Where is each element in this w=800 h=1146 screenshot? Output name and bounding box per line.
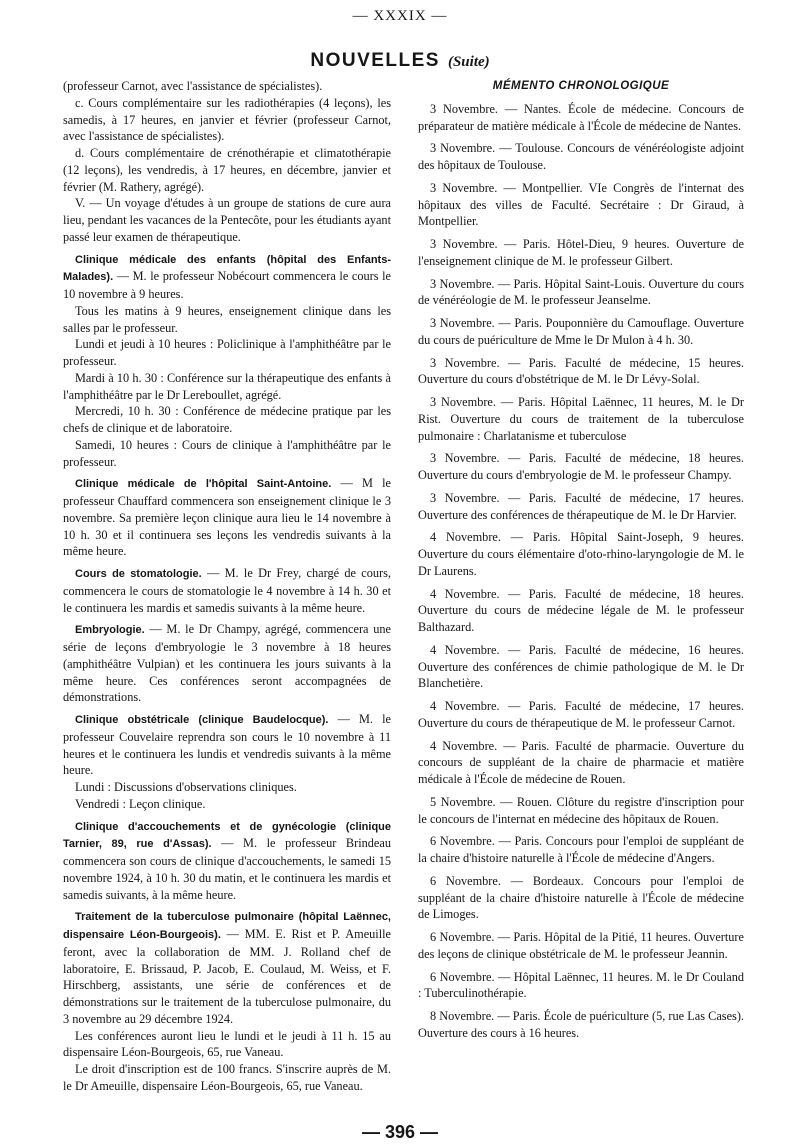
news-item — [63, 908, 391, 1027]
news-heading: Clinique médicale des enfants (hôpital des Enfants-Malades). — [63, 253, 391, 284]
news-item — [63, 251, 391, 303]
paragraph: Tous les matins à 9 heures, enseignement clinique dans les salles par le professeur. — [63, 303, 391, 335]
news-text: — M. le professeur Nobécourt commencera le cours le 10 novembre à 9 heures. — [63, 269, 391, 301]
memento-entry: 4 Novembre. — Paris. Faculté de médecine, 16 heures. Ouverture des conférences de chimie pathologique de M. le Dr Blanchetière. — [418, 642, 744, 691]
memento-entry: 3 Novembre. — Paris. Hôtel-Dieu, 9 heures. Ouverture de l'enseignement clinique de M. le professeur Gilbert. — [418, 237, 744, 268]
section-title: NOUVELLES — [310, 50, 440, 71]
paragraph: Mercredi, 10 h. 30 : Conférence de médecine pratique par les chefs de clinique et de laboratoire. — [63, 404, 391, 435]
news-text: — M le professeur Chauffard commencera son enseignement clinique le 3 novembre. Sa première leçon clinique aura lieu le 14 novembre à 10 h. 30 et il continuera ses leçons les vendredis suivants à la même heure. — [63, 476, 391, 559]
news-heading: Clinique d'accouchements et de gynécologie (clinique Tarnier, 89, rue d'Assas). — [63, 820, 391, 851]
news-heading: Cours de stomatologie. — [75, 568, 202, 580]
news-text: — M. le professeur Brindeau commencera son cours de clinique d'accouchements, le samedi 15 novembre 1924, à 10 h. 30 du matin, et le continuera les mardis et samedis suivants, à la même heure. — [63, 836, 391, 902]
news-item — [63, 621, 391, 706]
news-item — [63, 565, 391, 616]
page-number: — 396 — — [361, 1122, 439, 1142]
news-item — [63, 711, 391, 779]
memento-entry: 3 Novembre. — Paris. Faculté de médecine, 18 heures. Ouverture du cours d'embryologie de M. le professeur Champy. — [418, 451, 744, 482]
news-item — [63, 475, 391, 560]
paragraph: (professeur Carnot, avec l'assistance de spécialistes). — [63, 79, 323, 93]
memento-heading: MÉMENTO CHRONOLOGIQUE — [492, 80, 670, 92]
news-item — [63, 818, 391, 904]
right-column — [418, 78, 744, 1042]
page-folio: — XXXIX — — [352, 8, 448, 24]
memento-list — [418, 101, 744, 1042]
memento-entry: 4 Novembre. — Paris. Faculté de médecine, 18 heures. Ouverture du cours de médecine légale de M. le professeur Balthazard. — [418, 586, 744, 634]
memento-entry: 4 Novembre. — Paris. Hôpital Saint-Joseph, 9 heures. Ouverture du cours élémentaire d'oto-rhino-laryngologie de M. le Dr Laurens. — [418, 530, 744, 578]
memento-entry: 3 Novembre. — Paris. Faculté de médecine, 17 heures. Ouverture des conférences de thérapeutique de M. le Dr Harvier. — [418, 490, 744, 522]
news-text: — MM. E. Rist et P. Ameuille feront, avec la collaboration de MM. J. Rolland chef de laboratoire, E. Brissaud, P. Jacob, E. Coulaud, M. Weiss, et F. Hirschberg, assistants, une série de conférences et de démonstrations sur le traitement de la tuberculose pulmonaire, du 3 novembre au 29 décembre 1924. — [63, 927, 392, 1026]
paragraph: d. Cours complémentaire de crénothérapie et climatothérapie (12 leçons), les vendredis, à 17 heures, en décembre, janvier et février (M. Rathery, agrégé). — [63, 146, 391, 194]
memento-entry: 4 Novembre. — Paris. Faculté de pharmacie. Ouverture du concours de suppléant de la chaire de pharmacie et matière médicale à l'École de médecine de Rouen. — [418, 738, 744, 786]
paragraph: Le droit d'inscription est de 100 francs. S'inscrire auprès de M. le Dr Ameuille, dispensaire Léon-Bourgeois, 65, rue Vaneau. — [63, 1062, 391, 1093]
paragraph: Mardi à 10 h. 30 : Conférence sur la thérapeutique des enfants à l'amphithéâtre par le Dr Lereboullet, agrégé. — [63, 370, 391, 402]
memento-entry: 3 Novembre. — Paris. Pouponnière du Camouflage. Ouverture du cours de puériculture de Mme le Dr Mulon à 4 h. 30. — [418, 316, 744, 347]
news-heading: Embryologie. — [75, 624, 145, 637]
paragraph: Vendredi : Leçon clinique. — [75, 796, 206, 811]
memento-entry: 6 Novembre. — Hôpital Laënnec, 11 heures. M. le Dr Couland : Tuberculinothérapie. — [418, 969, 744, 1001]
news-heading: Clinique médicale de l'hôpital Saint-Antoine. — [75, 478, 332, 491]
memento-entry: 8 Novembre. — Paris. École de puériculture (5, rue Las Cases). Ouverture des cours à 16 heures. — [418, 1009, 744, 1040]
news-text: — M. le Dr Champy, agrégé, commencera une série de leçons d'embryologie le 3 novembre à 18 heures (amphithéâtre Vulpian) et les continuera les jours suivants à la même heure. Ces conférences seront accompagnées de démonstrations. — [63, 622, 391, 705]
page-header — [0, 50, 800, 72]
memento-entry: 3 Novembre. — Nantes. École de médecine. Concours de préparateur de matière médicale à l'École de médecine de Nantes. — [418, 101, 744, 133]
left-column — [63, 78, 391, 1095]
news-heading: Traitement de la tuberculose pulmonaire (hôpital Laënnec, dispensaire Léon-Bourgeois). — [63, 911, 391, 941]
paragraph: Lundi : Discussions d'observations cliniques. — [75, 780, 297, 794]
paragraph: V. — Un voyage d'études à un groupe de stations de cure aura lieu, pendant les vacances de la Pentecôte, pour les étudiants ayant passé leur examen de thérapeutique. — [63, 196, 391, 244]
memento-entry: 3 Novembre. — Paris. Hôpital Saint-Louis. Ouverture du cours de vénéréologie de M. le professeur Jeanselme. — [418, 276, 744, 308]
news-text: — M. le professeur Couvelaire reprendra son cours le 10 novembre à 11 heures et le continuera les lundis et vendredis suivants à la même heure. — [63, 712, 391, 778]
memento-entry: 5 Novembre. — Rouen. Clôture du registre d'inscription pour le concours de l'internat en médecine des hôpitaux de Rouen. — [418, 794, 744, 826]
paragraph: Samedi, 10 heures : Cours de clinique à l'amphithéâtre par le professeur. — [63, 437, 391, 469]
memento-entry: 3 Novembre. — Toulouse. Concours de vénéréologiste adjoint des hôpitaux de Toulouse. — [418, 141, 744, 172]
memento-entry: 3 Novembre. — Paris. Faculté de médecine, 15 heures. Ouverture du cours d'obstétrique de M. le Dr Lévy-Solal. — [418, 355, 744, 387]
paragraph: c. Cours complémentaire sur les radiothérapies (4 leçons), les samedis, à 17 heures, en janvier et février (professeur Carnot, avec l'assistance de spécialistes). — [63, 95, 391, 144]
memento-entry: 3 Novembre. — Montpellier. VIe Congrès de l'internat des hôpitaux des villes de Faculté. Secrétaire : Dr Giraud, à Montpellier. — [418, 180, 744, 229]
section-title-suffix: (Suite) — [447, 54, 490, 70]
paragraph: Les conférences auront lieu le lundi et le jeudi à 11 h. 15 au dispensaire Léon-Bourgeois, 65, rue Vaneau. — [63, 1028, 391, 1060]
memento-entry: 4 Novembre. — Paris. Faculté de médecine, 17 heures. Ouverture du cours de thérapeutique de M. le professeur Carnot. — [418, 699, 744, 730]
memento-entry: 6 Novembre. — Bordeaux. Concours pour l'emploi de suppléant de la chaire d'histoire naturelle à l'École de médecine de Limoges. — [418, 873, 744, 922]
memento-entry: 3 Novembre. — Paris. Hôpital Laënnec, 11 heures, M. le Dr Rist. Ouverture du cours de traitement de la tuberculose pulmonaire : Charlatanisme et tuberculose — [418, 395, 744, 443]
memento-entry: 6 Novembre. — Paris. Hôpital de la Pitié, 11 heures. Ouverture des leçons de clinique obstétricale de M. le professeur Jeannin. — [418, 930, 744, 961]
paragraph: Lundi et jeudi à 10 heures : Policlinique à l'amphithéâtre par le professeur. — [63, 337, 391, 368]
memento-entry: 6 Novembre. — Paris. Concours pour l'emploi de suppléant de la chaire d'histoire naturelle à l'École de médecine d'Angers. — [418, 834, 744, 865]
news-heading: Clinique obstétricale (clinique Baudelocque). — [75, 714, 329, 726]
news-text: — M. le Dr Frey, chargé de cours, commencera le cours de stomatologie le 4 novembre à 14 h. 30 et le continuera les mardis et samedis suivants à la même heure. — [63, 566, 391, 615]
